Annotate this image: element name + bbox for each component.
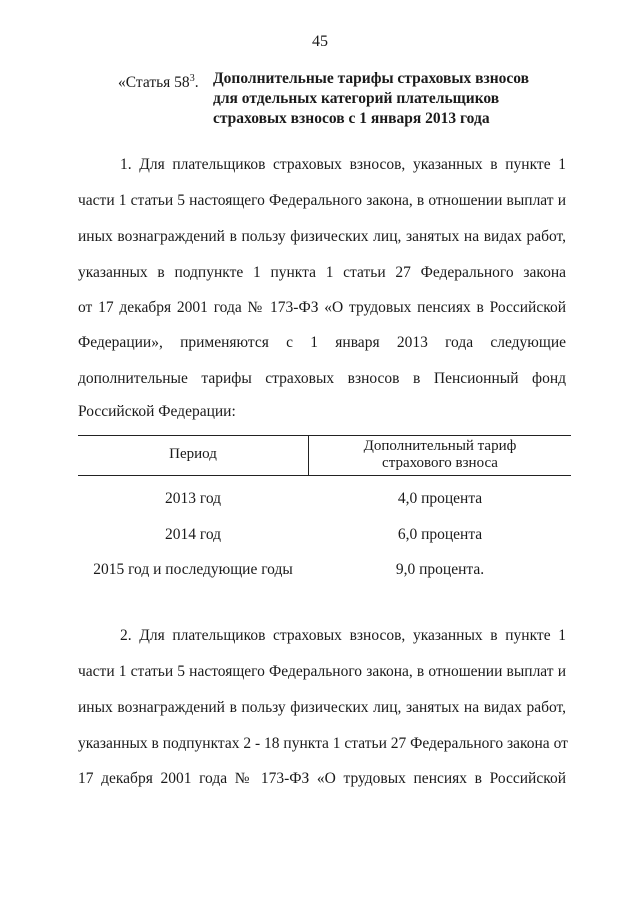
cell-rate: 9,0 процента. [395, 561, 485, 578]
paragraph-1-line: Федерации», применяются с 1 января 2013 года следующие [78, 334, 566, 351]
header-rate-line: Дополнительный тариф [363, 438, 517, 454]
article-number: «Статья $58^3$. [118, 73, 199, 92]
cell-period: 2013 год [164, 490, 222, 507]
paragraph-2-line: части 1 статьи 5 настоящего Федерального закона, в отношении выплат и [78, 663, 566, 680]
paragraph-1-line: части 1 статьи 5 настоящего Федерального закона, в отношении выплат и [78, 192, 566, 209]
paragraph-1-line: Российской Федерации: [78, 403, 236, 420]
table-row [78, 560, 571, 580]
paragraph-1-line: указанных в подпункте 1 пункта 1 статьи 27 Федерального закона [78, 264, 566, 281]
article-title-line: для отдельных категорий плательщиков [213, 90, 500, 107]
article-title [213, 69, 529, 129]
cell-rate: 4,0 процента [397, 490, 483, 507]
paragraph-2-line: указанных в подпунктах 2 - 18 пункта 1 статьи 27 Федерального закона от [78, 735, 568, 752]
paragraph-2-line: 2. Для плательщиков страховых взносов, указанных в пункте 1 [120, 627, 566, 644]
header-rate-line: страхового взноса [382, 455, 498, 471]
paragraph-1-line: от 17 декабря 2001 года № 173-ФЗ «О трудовых пенсиях в Российской [78, 299, 566, 316]
cell-period: 2015 год и последующие годы [93, 561, 293, 578]
rate-table-header [78, 435, 571, 476]
paragraph-2-line: иных вознаграждений в пользу физических лиц, занятых на видах работ, [78, 699, 566, 716]
paragraph-1-line: иных вознаграждений в пользу физических лиц, занятых на видах работ, [78, 228, 566, 245]
article-title-line: страховых взносов с 1 января 2013 года [213, 110, 490, 127]
cell-period: 2014 год [164, 526, 222, 543]
cell-rate: 6,0 процента [397, 526, 483, 543]
table-row [78, 525, 571, 545]
page-number: 45 [312, 33, 328, 50]
header-period: Период [169, 446, 217, 462]
paragraph-2-line: 17 декабря 2001 года № 173-ФЗ «О трудовых пенсиях в Российской [78, 770, 566, 787]
header-rate [309, 438, 571, 472]
paragraph-1-line: дополнительные тарифы страховых взносов в Пенсионный фонд [78, 370, 566, 387]
paragraph-1-line: 1. Для плательщиков страховых взносов, указанных в пункте 1 [120, 156, 566, 173]
article-superscript: 3 [189, 73, 195, 84]
article-title-line: Дополнительные тарифы страховых взносов [213, 70, 529, 87]
table-row [78, 489, 571, 509]
